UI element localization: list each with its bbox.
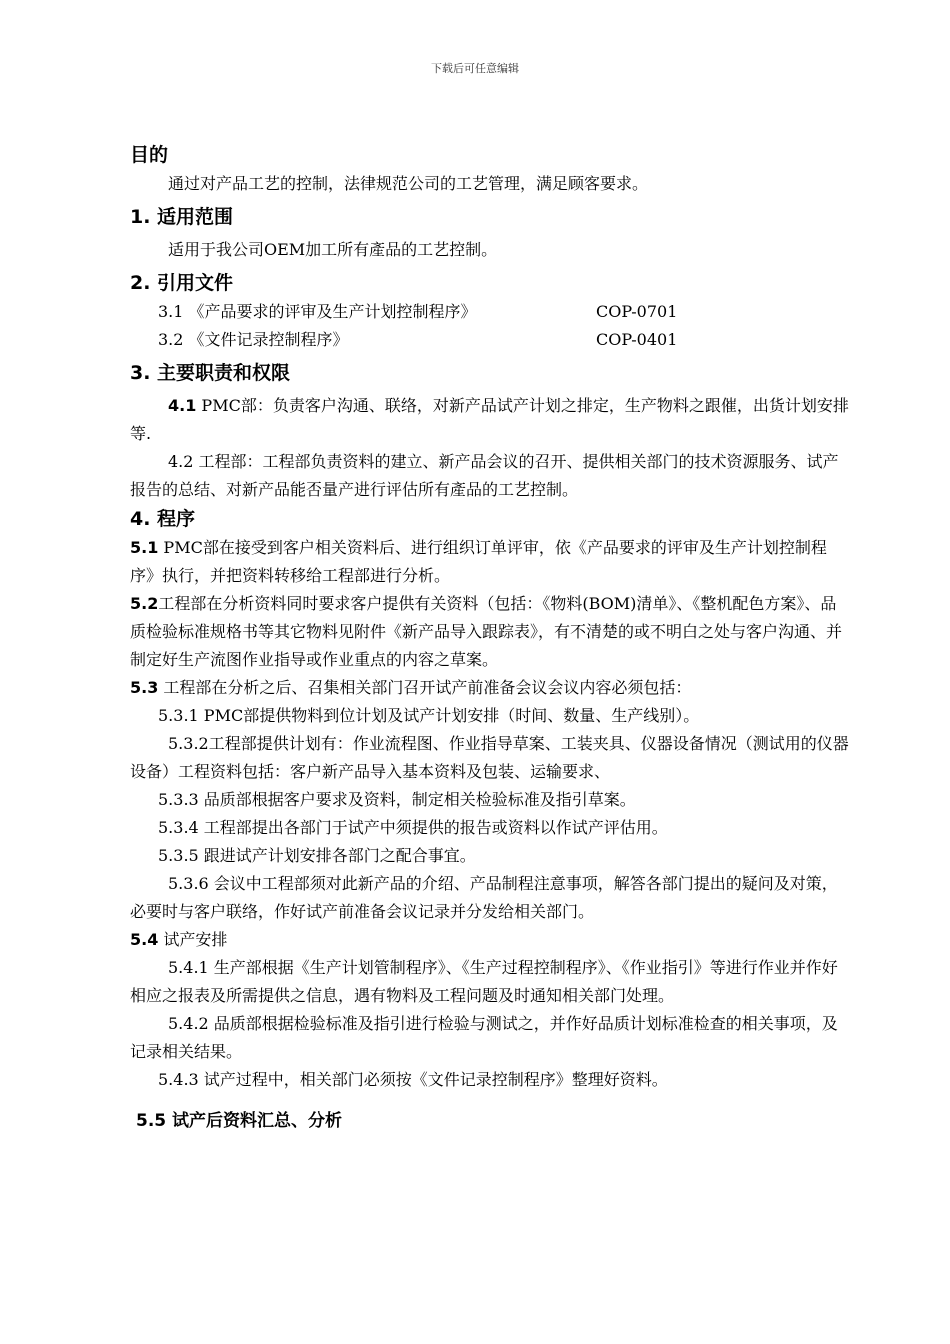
para-text: PMC部在接受到客户相关资料后、进行组织订单评审，依《产品要求的评审及生产计划控制程序》执行，并把资料转移给工程部进行分析。 xyxy=(130,538,827,585)
para-text: 试产安排 xyxy=(158,930,228,949)
para-number: 5.2 xyxy=(130,594,159,613)
duties-heading: 3. 主要职责和权限 xyxy=(130,362,291,384)
document-body xyxy=(130,140,850,1136)
ref-item-code: COP-0401 xyxy=(596,330,678,349)
duties-para-2: 4.2 工程部：工程部负责资料的建立、新产品会议的召开、提供相关部门的技术资源服务、试产报告的总结、对新产品能否量产进行评估所有產品的工艺控制。 xyxy=(130,452,839,499)
proc-5-4-1: 5.4.1 生产部根据《生产计划管制程序》、《生产过程控制程序》、《作业指引》等进行作业并作好相应之报表及所需提供之信息，遇有物料及工程问题及时通知相关部门处理。 xyxy=(130,958,838,1005)
proc-5-4-2: 5.4.2 品质部根据检验标准及指引进行检验与测试之，并作好品质计划标准检查的相关事项，及记录相关结果。 xyxy=(130,1014,838,1061)
para-text: PMC部：负责客户沟通、联络，对新产品试产计划之排定，生产物料之跟催，出货计划安排等. xyxy=(130,396,849,443)
scope-heading: 1. 适用范围 xyxy=(130,206,234,228)
ref-item xyxy=(130,326,850,354)
proc-5-5-heading: 5.5 试产后资料汇总、分析 xyxy=(136,1111,343,1131)
proc-5-3-1: 5.3.1 PMC部提供物料到位计划及试产计划安排（时间、数量、生产线别）。 xyxy=(158,706,700,725)
scope-text: 适用于我公司OEM加工所有產品的工艺控制。 xyxy=(168,240,498,259)
refs-heading: 2. 引用文件 xyxy=(130,272,234,294)
proc-5-4-3: 5.4.3 试产过程中，相关部门必须按《文件记录控制程序》整理好资料。 xyxy=(158,1070,668,1089)
para-number: 4.1 xyxy=(168,396,197,415)
proc-5-3-4: 5.3.4 工程部提出各部门于试产中须提供的报告或资料以作试产评估用。 xyxy=(158,818,668,837)
duties-para-1 xyxy=(130,392,850,448)
ref-item-title: 3.2 《文件记录控制程序》 xyxy=(158,330,349,349)
proc-5-2 xyxy=(130,590,850,674)
procedure-heading: 4. 程序 xyxy=(130,508,196,530)
proc-5-4 xyxy=(130,926,850,954)
para-number: 5.1 xyxy=(130,538,159,557)
para-text: 工程部在分析之后、召集相关部门召开试产前准备会议会议内容必须包括： xyxy=(158,678,692,697)
purpose-text: 通过对产品工艺的控制，法律规范公司的工艺管理，满足顾客要求。 xyxy=(168,174,649,193)
proc-5-3-3: 5.3.3 品质部根据客户要求及资料，制定相关检验标准及指引草案。 xyxy=(158,790,636,809)
purpose-heading: 目的 xyxy=(130,144,169,166)
proc-5-3-6: 5.3.6 会议中工程部须对此新产品的介绍、产品制程注意事项，解答各部门提出的疑问及对策，必要时与客户联络，作好试产前准备会议记录并分发给相关部门。 xyxy=(130,874,838,921)
proc-5-3-2: 5.3.2工程部提供计划有：作业流程图、作业指导草案、工装夹具、仪器设备情况（测试用的仪器设备）工程资料包括：客户新产品导入基本资料及包装、运输要求、 xyxy=(130,734,849,781)
proc-5-1 xyxy=(130,534,850,590)
ref-item-title: 3.1 《产品要求的评审及生产计划控制程序》 xyxy=(158,302,477,321)
para-number: 5.3 xyxy=(130,678,159,697)
ref-item-code: COP-0701 xyxy=(596,302,678,321)
proc-5-3 xyxy=(130,674,850,702)
ref-item xyxy=(130,298,850,326)
para-text: 工程部在分析资料同时要求客户提供有关资料（包括：《物料(BOM)清单》、《整机配色方案》、品质检验标准规格书等其它物料见附件《新产品导入跟踪表》，有不清楚的或不明白之处与客户沟通、并制定好生产流图作业指导或作业重点的内容之草案。 xyxy=(130,594,843,669)
para-number: 5.4 xyxy=(130,930,159,949)
proc-5-3-5: 5.3.5 跟进试产计划安排各部门之配合事宜。 xyxy=(158,846,476,865)
header-note: 下载后可任意编辑 xyxy=(431,62,519,75)
